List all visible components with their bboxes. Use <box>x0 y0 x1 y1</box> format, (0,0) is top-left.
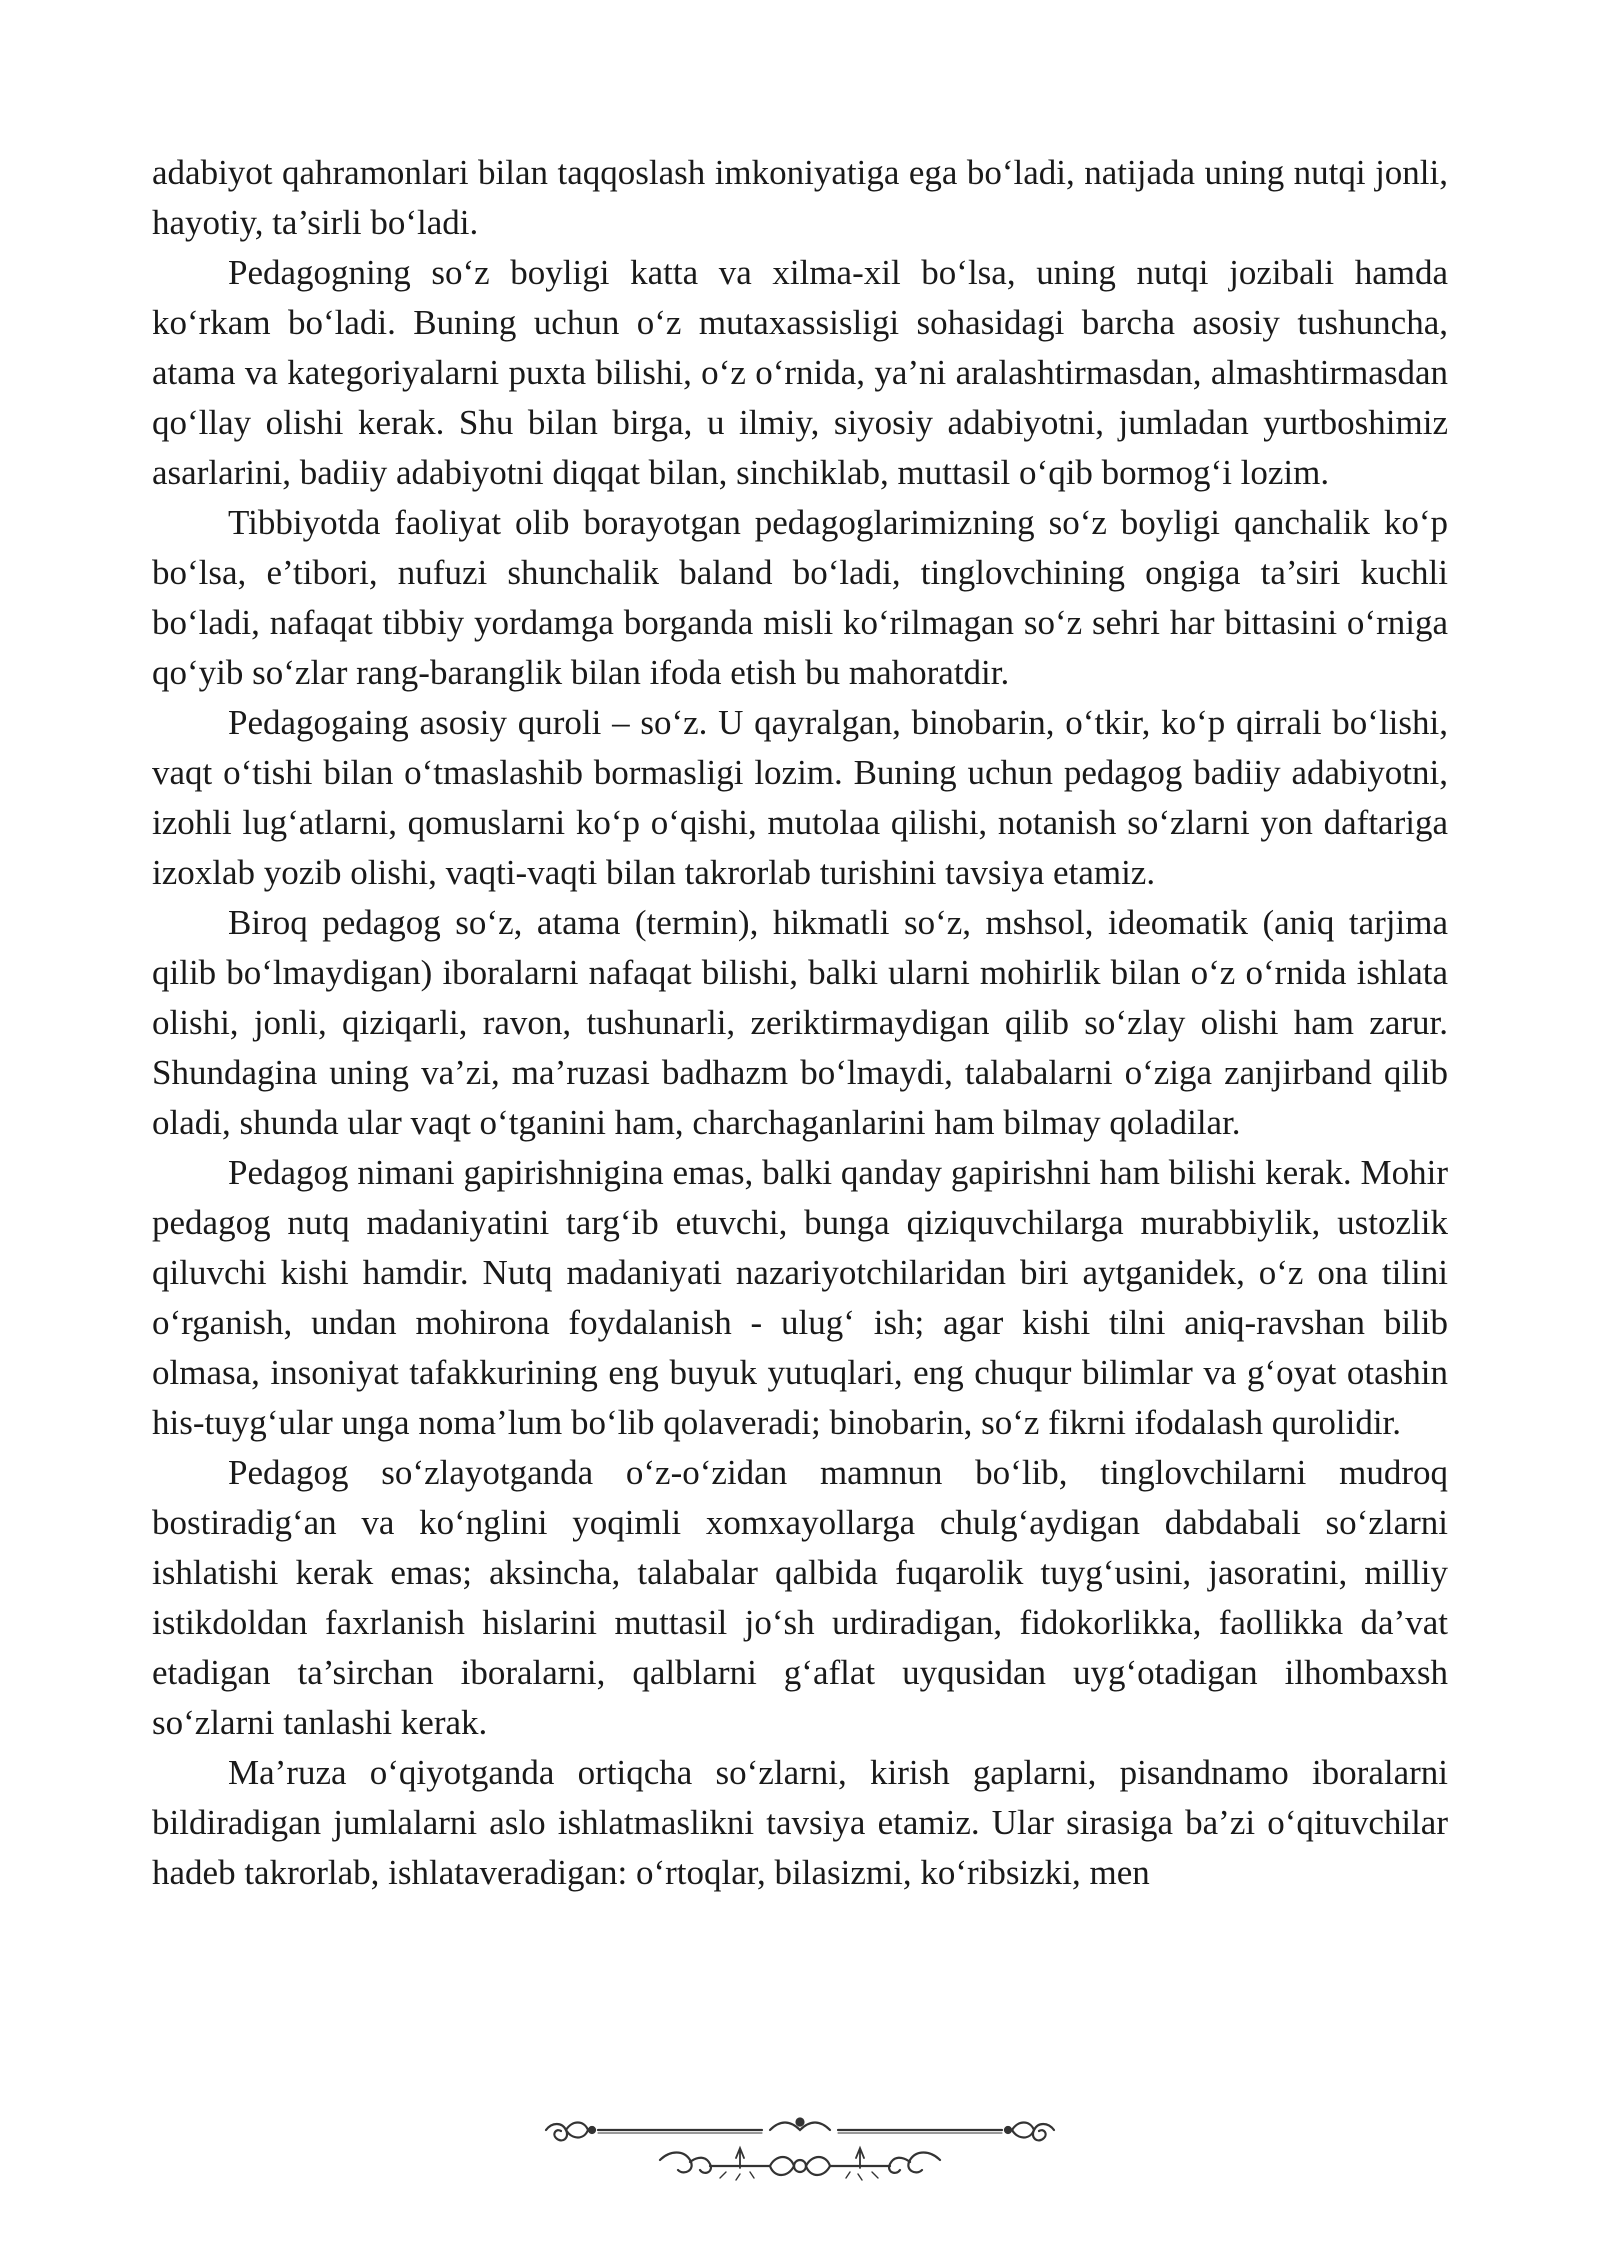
floral-divider-icon <box>540 2100 1060 2200</box>
paragraph-1: adabiyot qahramonlari bilan taqqoslash imkoniyatiga ega bo‘ladi, natijada uning nutqi jonli, hayotiy, ta’sirli bo‘ladi. <box>152 153 1448 242</box>
paragraph-3: Tibbiyotda faoliyat olib borayotgan pedagoglarimizning so‘z boyligi qanchalik ko‘p bo‘lsa, e’tibori, nufuzi shunchalik baland bo‘ladi, tinglovchining ongiga ta’siri kuchli bo‘ladi, nafaqat tibbiy yordamga borganda misli ko‘rilmagan so‘z sehri har bittasini o‘rniga qo‘yib so‘zlar rang-baranglik bilan ifoda etish bu mahoratdir. <box>152 503 1448 692</box>
paragraph-6: Pedagog nimani gapirishnigina emas, balki qanday gapirishni ham bilishi kerak. Mohir pedagog nutq madaniyatini targ‘ib etuvchi, bunga qiziquvchilarga murabbiylik, ustozlik qiluvchi kishi hamdir. Nutq madaniyati nazariyotchilaridan biri aytganidek, o‘z ona tilini o‘rganish, undan mohirona foydalanish - ulug‘ ish; agar kishi tilni aniq-ravshan bilib olmasa, insoniyat tafakkurining eng buyuk yutuqlari, eng chuqur bilimlar va g‘oyat otashin his-tuyg‘ular unga noma’lum bo‘lib qolaveradi; binobarin, so‘z fikrni ifodalash qurolidir. <box>152 1153 1448 1442</box>
paragraph-2: Pedagogning so‘z boyligi katta va xilma-xil bo‘lsa, uning nutqi jozibali hamda ko‘rkam bo‘ladi. Buning uchun o‘z mutaxassisligi sohasidagi barcha asosiy tushuncha, atama va kategoriyalarni puxta bilishi, o‘z o‘rnida, ya’ni aralashtirmasdan, almashtirmasdan qo‘llay olishi kerak. Shu bilan birga, u ilmiy, siyosiy adabiyotni, jumladan yurtboshimiz asarlarini, badiiy adabiyotni diqqat bilan, sinchiklab, muttasil o‘qib bormog‘i lozim. <box>152 253 1448 492</box>
paragraph-7: Pedagog so‘zlayotganda o‘z-o‘zidan mamnun bo‘lib, tinglovchilarni mudroq bostiradig‘an va ko‘nglini yoqimli xomxayollarga chulg‘aydigan dabdabali so‘zlarni ishlatishi kerak emas; aksincha, talabalar qalbida fuqarolik tuyg‘usini, jasoratini, milliy istikdoldan faxrlanish hislarini muttasil jo‘sh urdiradigan, fidokorlikka, faollikka da’vat etadigan ta’sirchan iboralarni, qalblarni g‘aflat uyqusidan uyg‘otadigan ilhombaxsh so‘zlarni tanlashi kerak. <box>152 1453 1448 1742</box>
paragraph-8: Ma’ruza o‘qiyotganda ortiqcha so‘zlarni, kirish gaplarni, pisandnamo iboralarni bildiradigan jumlalarni aslo ishlatmaslikni tavsiya etamiz. Ular sirasiga ba’zi o‘qituvchilar hadeb takrorlab, ishlataveradigan: o‘rtoqlar, bilasizmi, ko‘ribsizki, men <box>152 1753 1448 1892</box>
paragraph-4: Pedagogaing asosiy quroli – so‘z. U qayralgan, binobarin, o‘tkir, ko‘p qirrali bo‘lishi, vaqt o‘tishi bilan o‘tmaslashib bormasligi lozim. Buning uchun pedagog badiiy adabiyotni, izohli lug‘atlarni, qomuslarni ko‘p o‘qishi, mutolaa qilishi, notanish so‘zlarni yon daftariga izoxlab yozib olishi, vaqti-vaqti bilan takrorlab turishini tavsiya etamiz. <box>152 703 1448 892</box>
paragraph-5: Biroq pedagog so‘z, atama (termin), hikmatli so‘z, mshsol, ideomatik (aniq tarjima qilib bo‘lmaydigan) iboralarni nafaqat bilishi, balki ularni mohirlik bilan o‘z o‘rnida ishlata olishi, jonli, qiziqarli, ravon, tushunarli, zeriktirmaydigan qilib so‘zlay olishi ham zarur. Shundagina uning va’zi, ma’ruzasi badhazm bo‘lmaydi, talabalarni o‘ziga zanjirband qilib oladi, shunda ular vaqt o‘tganini ham, charchaganlarini ham bilmay qoladilar. <box>152 903 1448 1142</box>
document-body <box>152 148 1448 1898</box>
